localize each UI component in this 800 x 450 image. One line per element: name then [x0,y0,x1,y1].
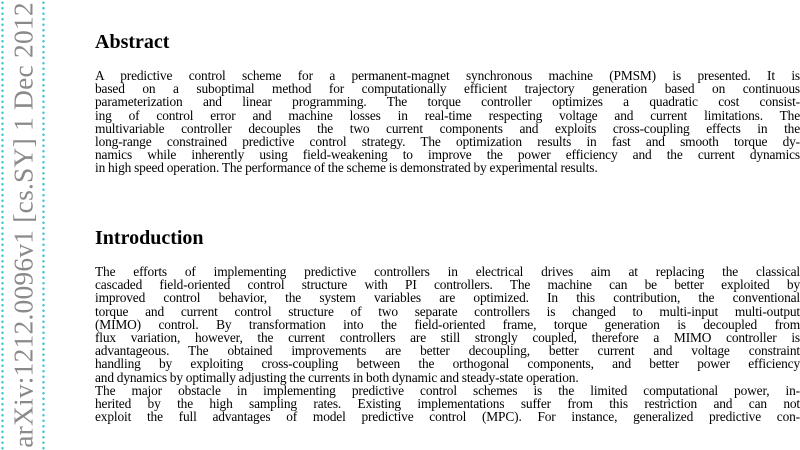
introduction-line: The major obstacle in implementing predictive control schemes is the limited computational power, in- [95,382,800,398]
introduction-line: improved control behavior, the system variables are optimized. In this contribution, the conventional [95,290,800,306]
abstract-heading: Abstract [95,31,170,53]
introduction-line: flux variation, however, the current controllers are still strongly coupled, therefore a MIMO controller is [95,329,800,345]
abstract-line: namics while inherently using field-weakening to improve the power efficiency and the current dynamics [95,147,800,163]
abstract-line: in high speed operation. The performance of the scheme is demonstrated by experimental results. [95,160,598,176]
abstract-line: long-range constrained predictive control strategy. The optimization results in fast and smooth torque dy- [95,133,800,149]
abstract-line: multivariable controller decouples the two current components and exploits cross-coupling effects in the [95,120,800,136]
arxiv-identifier: arXiv:1212.0096v1 [cs.SY] 1 Dec 2012 [7,2,39,448]
abstract-line: A predictive control scheme for a permanent-magnet synchronous machine (PMSM) is presented. It is [95,68,800,83]
abstract-line: parameterization and linear programming. The torque controller optimizes a quadratic cost consist- [95,94,800,110]
abstract-paragraph [95,69,800,175]
introduction-line: The efforts of implementing predictive controllers in electrical drives aim at replacing the classical [95,264,800,279]
introduction-paragraph [95,265,800,423]
introduction-line: handling by exploiting cross-coupling between the orthogonal components, and better power efficiency [95,356,800,372]
introduction-line: advantageous. The obtained improvements are better decoupling, better current and voltage constraint [95,343,800,359]
arxiv-stamp [0,0,46,450]
stamp-dotted-border-left [0,0,5,450]
introduction-line: (MIMO) control. By transformation into the field-oriented frame, torque generation is decoupled from [95,316,800,332]
abstract-line: based on a suboptimal method for computationally efficient trajectory generation based on continuous [95,81,800,97]
introduction-line: herited by the high sampling rates. Existing implementations suffer from this restriction and can not [95,395,800,411]
introduction-heading: Introduction [95,227,204,249]
stamp-dotted-border-right [41,0,46,450]
introduction-line: cascaded field-oriented control structure with PI controllers. The machine can be better exploited by [95,277,800,293]
abstract-line: ing of control error and machine losses in real-time respecting voltage and current limitations. The [95,107,800,123]
introduction-line: and dynamics by optimally adjusting the currents in both dynamic and steady-state operation. [95,369,579,385]
introduction-line: torque and current control structure of two separate controllers is changed to multi-input multi-output [95,303,800,319]
introduction-line: exploit the full advantages of model predictive control (MPC). For instance, generalized predictive con- [95,409,800,425]
